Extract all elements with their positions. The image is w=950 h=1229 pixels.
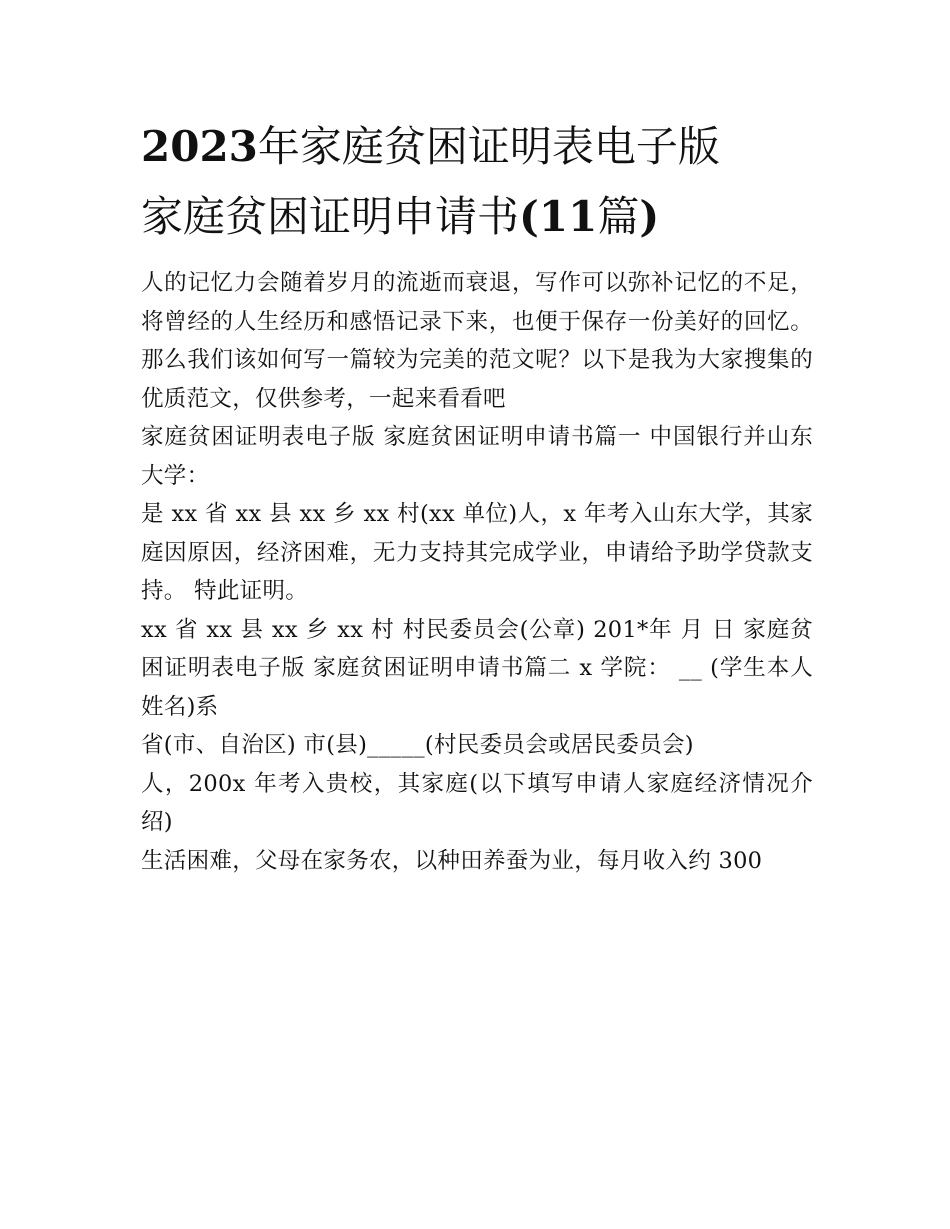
section-heading-paragraph: 家庭贫困证明表电子版 家庭贫困证明申请书篇一 中国银行并山东大学： [141,424,813,489]
document-body [141,112,813,880]
title-line-1-text: 年家庭贫困证明表电子版 [257,122,720,171]
intro-paragraph: 人的记忆力会随着岁月的流逝而衰退，写作可以弥补记忆的不足，将曾经的人生经历和感悟记录下来，也便于保存一份美好的回忆。那么我们该如何写一篇较为完美的范文呢？以下是我为大家搜集的优质范文，仅供参考，一起来看看吧 [141,270,813,412]
certificate-paragraph: 是 xx 省 xx 县 xx 乡 xx 村(xx 单位)人，x 年考入山东大学，其家庭因原因，经济困难，无力支持其完成学业，申请给予助学贷款支持。 特此证明。 [141,501,813,604]
title-year: 2023 [141,122,258,171]
family-situation-paragraph: 生活困难，父母在家务农，以种田养蚕为业，每月收入约 300 [141,847,763,874]
title-line-2 [141,182,813,252]
admission-paragraph: 人，200x 年考入贵校，其家庭(以下填写申请人家庭经济情况介绍) [141,770,813,835]
title-count-unit: 篇 [597,192,640,241]
title-line-1 [141,112,813,182]
signature-paragraph: xx 省 xx 县 xx 乡 xx 村 村民委员会(公章) 201*年 月 日 家庭贫困证明表电子版 家庭贫困证明申请书篇二 x 学院： __ (学生本人姓名)系 [141,616,813,720]
title-line-2-text: 家庭贫困证明申请书 [141,192,520,241]
title-close-paren: ) [639,192,660,241]
address-paragraph: 省(市、自治区) 市(县)_____(村民委员会或居民委员会) [141,732,694,758]
document-title [141,112,813,252]
title-count: (11 [519,192,598,241]
